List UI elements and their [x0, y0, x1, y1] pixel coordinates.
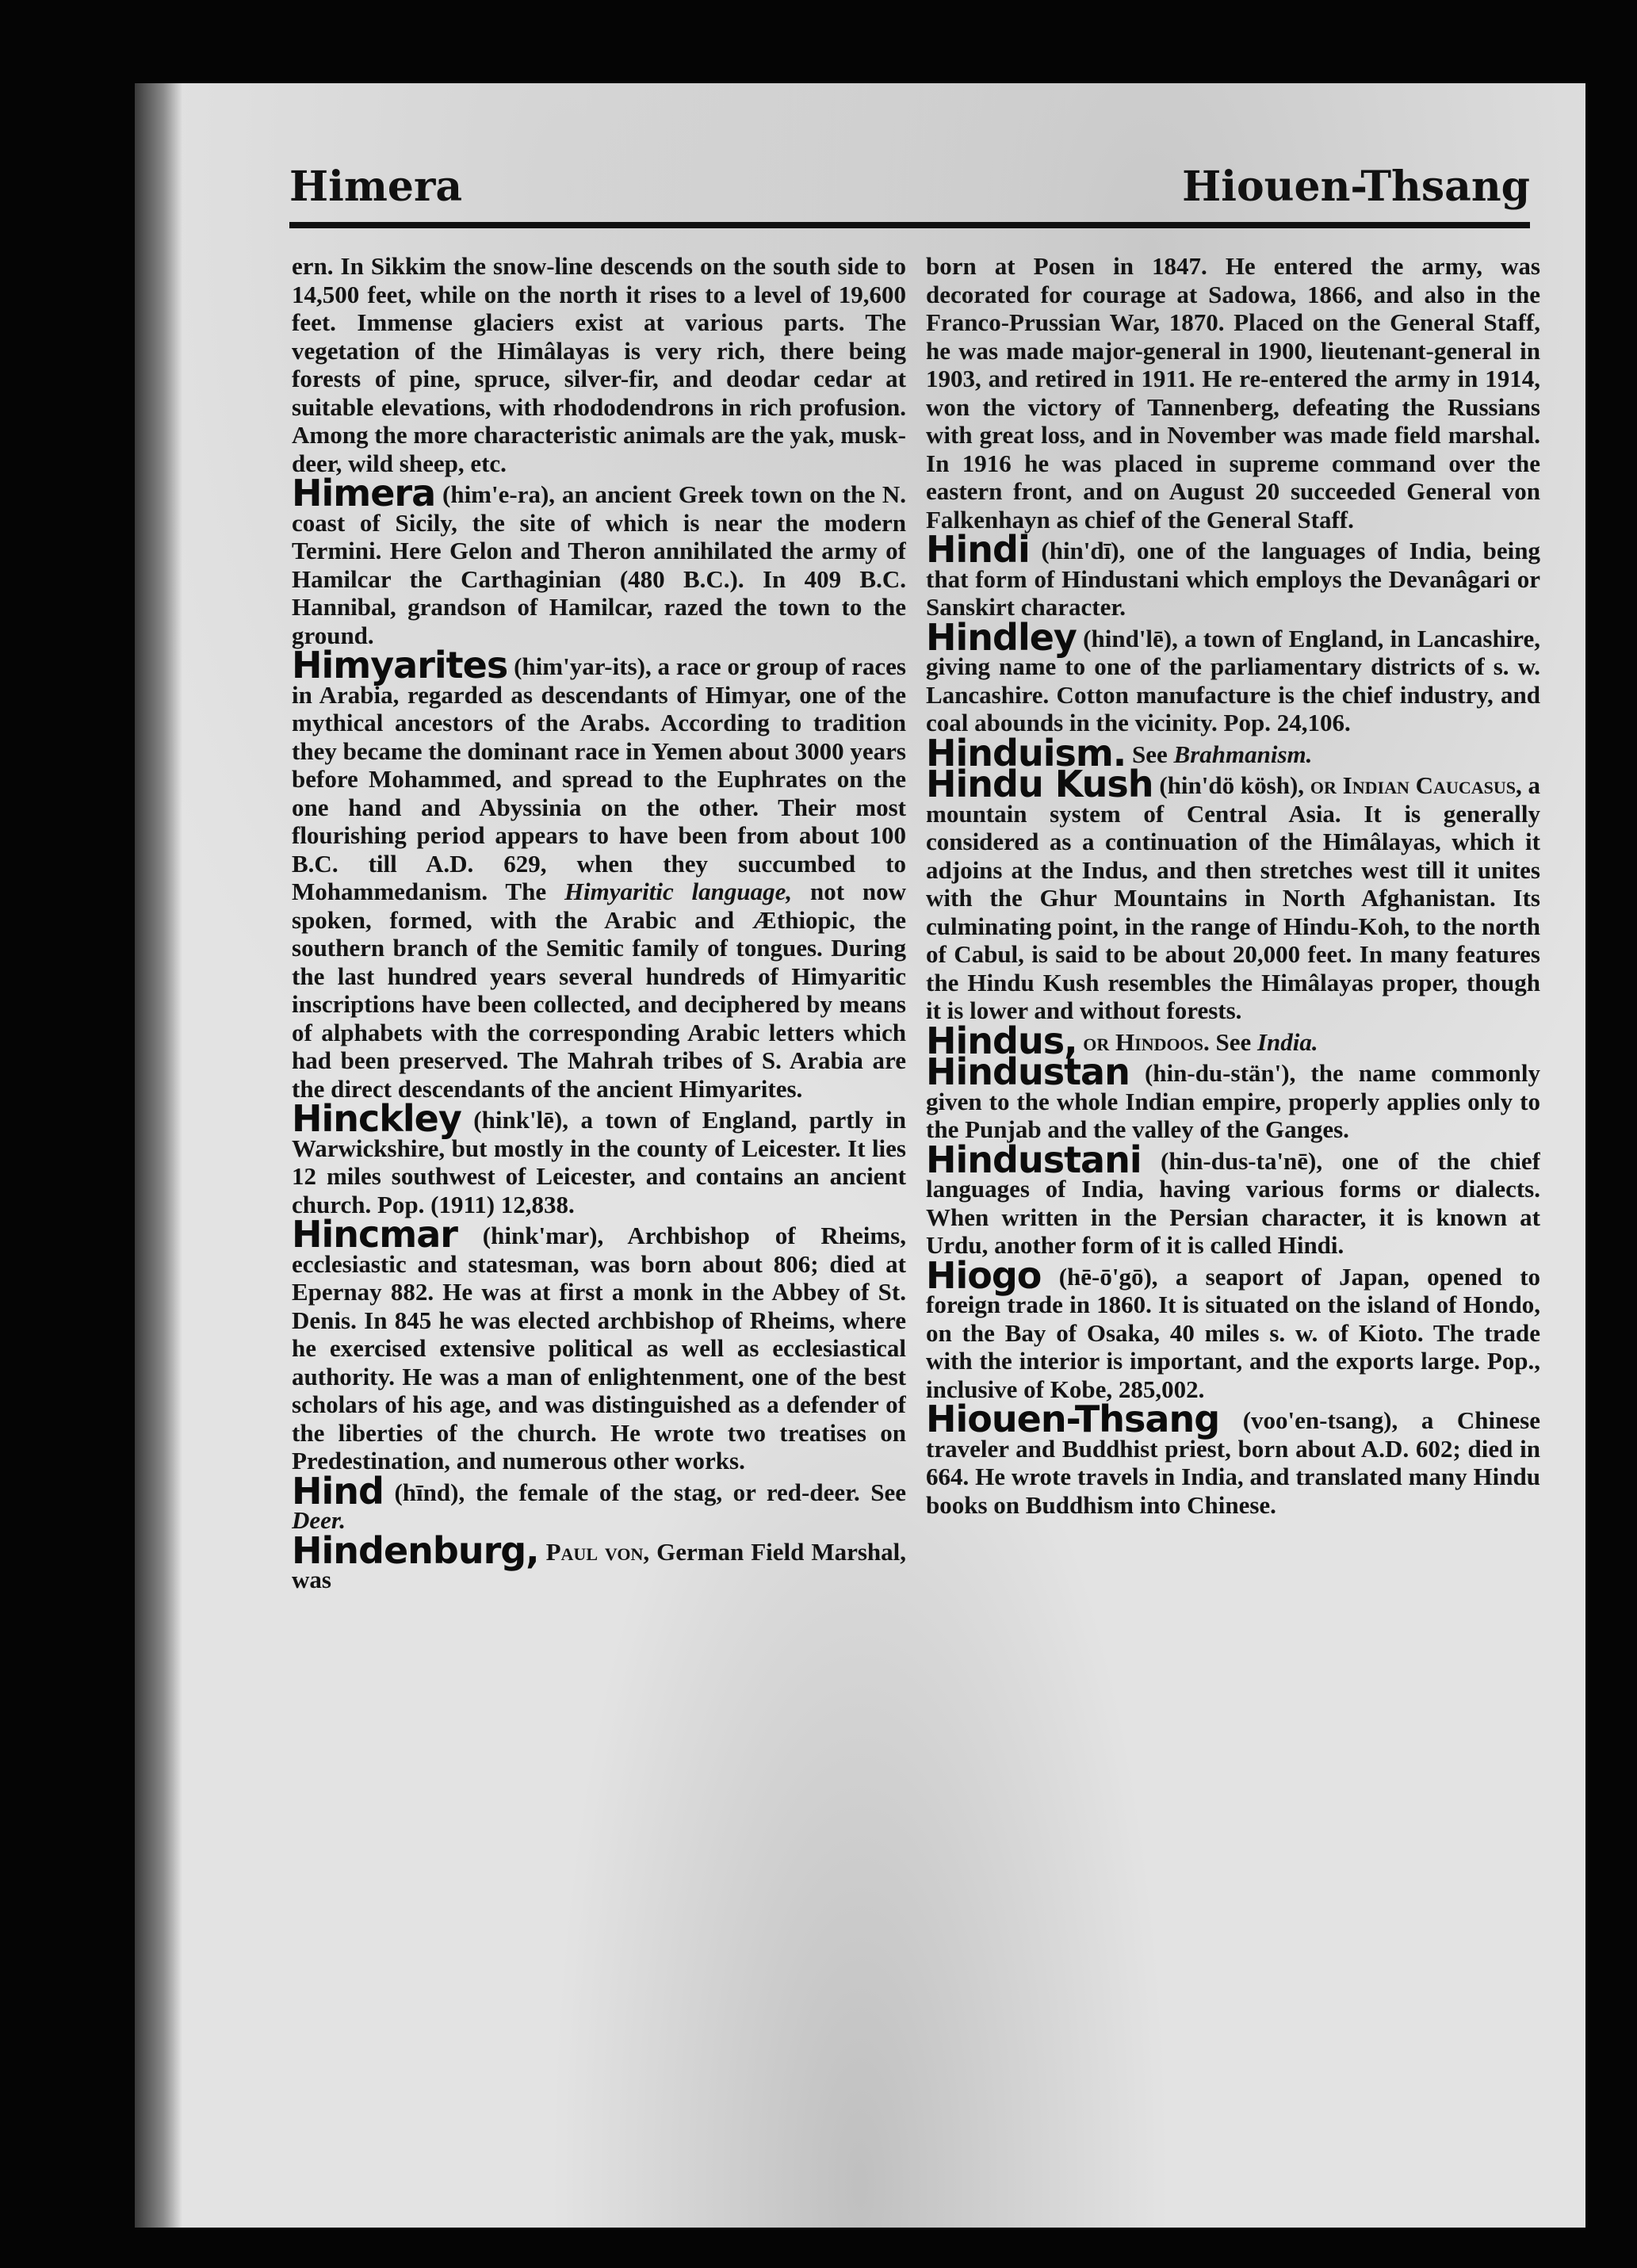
given-name: Paul von, [545, 1537, 650, 1566]
cross-reference: Brahmanism. [1173, 740, 1313, 768]
cross-reference: India. [1256, 1027, 1318, 1056]
entry-body: one of the languages of India, being that form of Hindustani which employs the Devanâgari or Sanskirt character. [926, 537, 1540, 621]
entry-hinckley [292, 1097, 906, 1218]
entry-himera [292, 472, 906, 649]
headword: Hindu Kush [926, 763, 1153, 805]
entry-body: a Chinese traveler and Buddhist priest, born about A.D. 602; died in 664. He wrote travels in India, and translated many Hindu books on Buddhism into Chinese. [926, 1406, 1540, 1519]
cross-reference: Deer. [292, 1506, 346, 1534]
headword: Hiouen-Thsang [926, 1398, 1220, 1440]
page-binding-shadow [135, 83, 182, 2228]
headword: Hindus, [926, 1019, 1077, 1062]
headword: Hincmar [292, 1213, 457, 1256]
pronunciation: (hind'lē), [1083, 624, 1178, 652]
entry-hindustan [926, 1050, 1540, 1144]
alternate-name: or Indian Caucasus, [1310, 771, 1522, 799]
headword: Hindenburg, [292, 1528, 539, 1572]
entry-himyarites [292, 644, 906, 1103]
headword: Hindley [926, 615, 1077, 659]
entry-hindu-kush [926, 763, 1540, 1025]
pronunciation: (hink'lē), [473, 1106, 568, 1134]
continuation-text [292, 252, 906, 477]
entry-hindenburg [292, 1528, 906, 1594]
entry-body-continued: not now spoken, formed, with the Arabic and Æthiopic, the southern branch of the Semitic family of tongues. During the last hundred years several hundreds of Himyaritic inscriptions have been collected, and deciphered by means of alphabets with the corresponding Arabic letters which had been preserved. The Mahrah tribes of S. Arabia are the direct descendants of the ancient Himyarites. [292, 878, 906, 1103]
entry-body: a seaport of Japan, opened to foreign trade in 1860. It is situated on the island of Hondo, on the Bay of Osaka, 40 miles s. w. of Kioto. The trade with the interior is important, and the exports large. Pop., inclusive of Kobe, 285,002. [926, 1262, 1540, 1403]
pronunciation: (hin'dö kösh), [1159, 771, 1305, 799]
headword: Hind [292, 1469, 384, 1513]
continuation-text [926, 252, 1540, 534]
entry-body: an ancient Greek town on the N. coast of Sicily, the site of which is near the modern Termini. Here Gelon and Theron annihilated the army of Hamilcar the Carthaginian (480 B.C.). In 409 B.C. Hannibal, grandson of Hamilcar, razed the town to the ground. [292, 480, 906, 649]
alternate-name: or Hindoos. [1083, 1027, 1210, 1056]
pronunciation: (hink'mar), [482, 1222, 604, 1249]
headword: Hindi [926, 528, 1030, 571]
headword: Himyarites [292, 644, 508, 687]
left-column [292, 252, 906, 2139]
pronunciation: (hin-dus-ta'nē), [1161, 1146, 1323, 1175]
running-header [289, 163, 1530, 222]
entry-body: the female of the stag, or red-deer. See [475, 1478, 906, 1506]
headword: Hinduism. [926, 731, 1126, 774]
headword: Hinckley [292, 1097, 461, 1140]
entry-hiogo [926, 1253, 1540, 1404]
entry-body: See [1215, 1027, 1252, 1056]
entry-body: German Field Marshal, was [292, 1537, 906, 1593]
entry-body: one of the chief languages of India, having various forms or dialects. When written in the Persian character, it is known at Urdu, another form of it is called Hindi. [926, 1146, 1540, 1259]
entry-body: a mountain system of Central Asia. It is generally considered as a continuation of the Himâlayas, which it adjoins at the Indus, and then stretches west till it unites with the Ghur Mountains in North Afghanistan. Its culminating point, in the range of Hindu-Koh, to the north of Cabul, is said to be about 20,000 feet. In many features the Hindu Kush resembles the Himâlayas proper, though it is lower and without forests. [926, 771, 1540, 1024]
headword: Hindustani [926, 1138, 1142, 1181]
entry-body: a race or group of races in Arabia, regarded as descendants of Himyar, one of the mythical ancestors of the Arabs. According to tradition they became the dominant race in Yemen about 3000 years before Mohammed, and spread to the Euphrates on the one hand and Abyssinia on the other. Their most flourishing period appears to have been from about 100 B.C. till A.D. 629, when they succumbed to Mohammedanism. The [292, 652, 906, 905]
entry-body: Archbishop of Rheims, ecclesiastic and statesman, was born about 806; died at Epernay 882. He was at first a monk in the Abbey of St. Denis. In 845 he was elected archbishop of Rheims, where he exercised extensive political as well as ecclesiastical authority. He was a man of enlightenment, one of the best scholars of his age, and was distinguished as a defender of the liberties of the church. He wrote two treatises on Predestination, and numerous other works. [292, 1222, 906, 1474]
pronunciation: (hē-ō'gō), [1058, 1262, 1158, 1291]
right-guide-word: Hiouen-Thsang [1182, 163, 1530, 211]
pronunciation: (him'yar-its), [514, 652, 652, 680]
left-guide-word: Himera [289, 163, 463, 211]
entry-hincmar [292, 1213, 906, 1475]
continuation-body: born at Posen in 1847. He entered the army, was decorated for courage at Sadowa, 1866, and also in the Franco-Prussian War, 1870. Placed on the General Staff, he was made major-general in 1900, lieutenant-general in 1903, and retired in 1911. He re-entered the army in 1914, won the victory of Tannenberg, defeating the Russians with great loss, and in November was made field marshal. In 1916 he was placed in supreme command over the eastern front, and on August 20 succeeded General von Falkenhayn as chief of the General Staff. [926, 252, 1540, 534]
pronunciation: (him'e-ra), [442, 480, 556, 508]
entry-body: a town of England, partly in Warwickshire, but mostly in the county of Leicester. It lies 12 miles southwest of Leicester, and contains an ancient church. Pop. (1911) 12,838. [292, 1106, 906, 1218]
entry-hindley [926, 615, 1540, 737]
pronunciation: (hin-du-stän'), [1144, 1059, 1296, 1087]
pronunciation: (hīnd), [394, 1478, 465, 1506]
italic-term: Himyaritic language, [564, 878, 793, 905]
continuation-body: ern. In Sikkim the snow-line descends on the south side to 14,500 feet, while on the north it rises to a level of 19,600 feet. Immense glaciers exist at various parts. The vegetation of the Himâlayas is very rich, there being forests of pine, spruce, silver-fir, and deodar cedar at suitable elevations, with rhododendrons in rich profusion. Among the more characteristic animals are the yak, musk-deer, wild sheep, etc. [292, 252, 906, 477]
headword: Hindustan [926, 1050, 1130, 1093]
entry-body: the name commonly given to the whole Indian empire, properly applies only to the Punjab and the valley of the Ganges. [926, 1059, 1540, 1143]
entry-hindustani [926, 1138, 1540, 1260]
right-column [926, 252, 1540, 2139]
entry-body: a town of England, in Lancashire, giving name to one of the parliamentary districts of s. w. Lancashire. Cotton manufacture is the chief industry, and coal abounds in the vicinity. Pop. 24,106. [926, 624, 1540, 736]
entry-hiouen-thsang [926, 1398, 1540, 1519]
entry-hind [292, 1469, 906, 1535]
entry-body: See [1132, 740, 1168, 768]
headword: Himera [292, 472, 436, 514]
pronunciation: (voo'en-tsang), [1242, 1406, 1398, 1434]
headword: Hiogo [926, 1253, 1042, 1297]
pronunciation: (hin'dī), [1041, 537, 1126, 564]
header-rule [289, 222, 1530, 228]
entry-hindi [926, 528, 1540, 622]
